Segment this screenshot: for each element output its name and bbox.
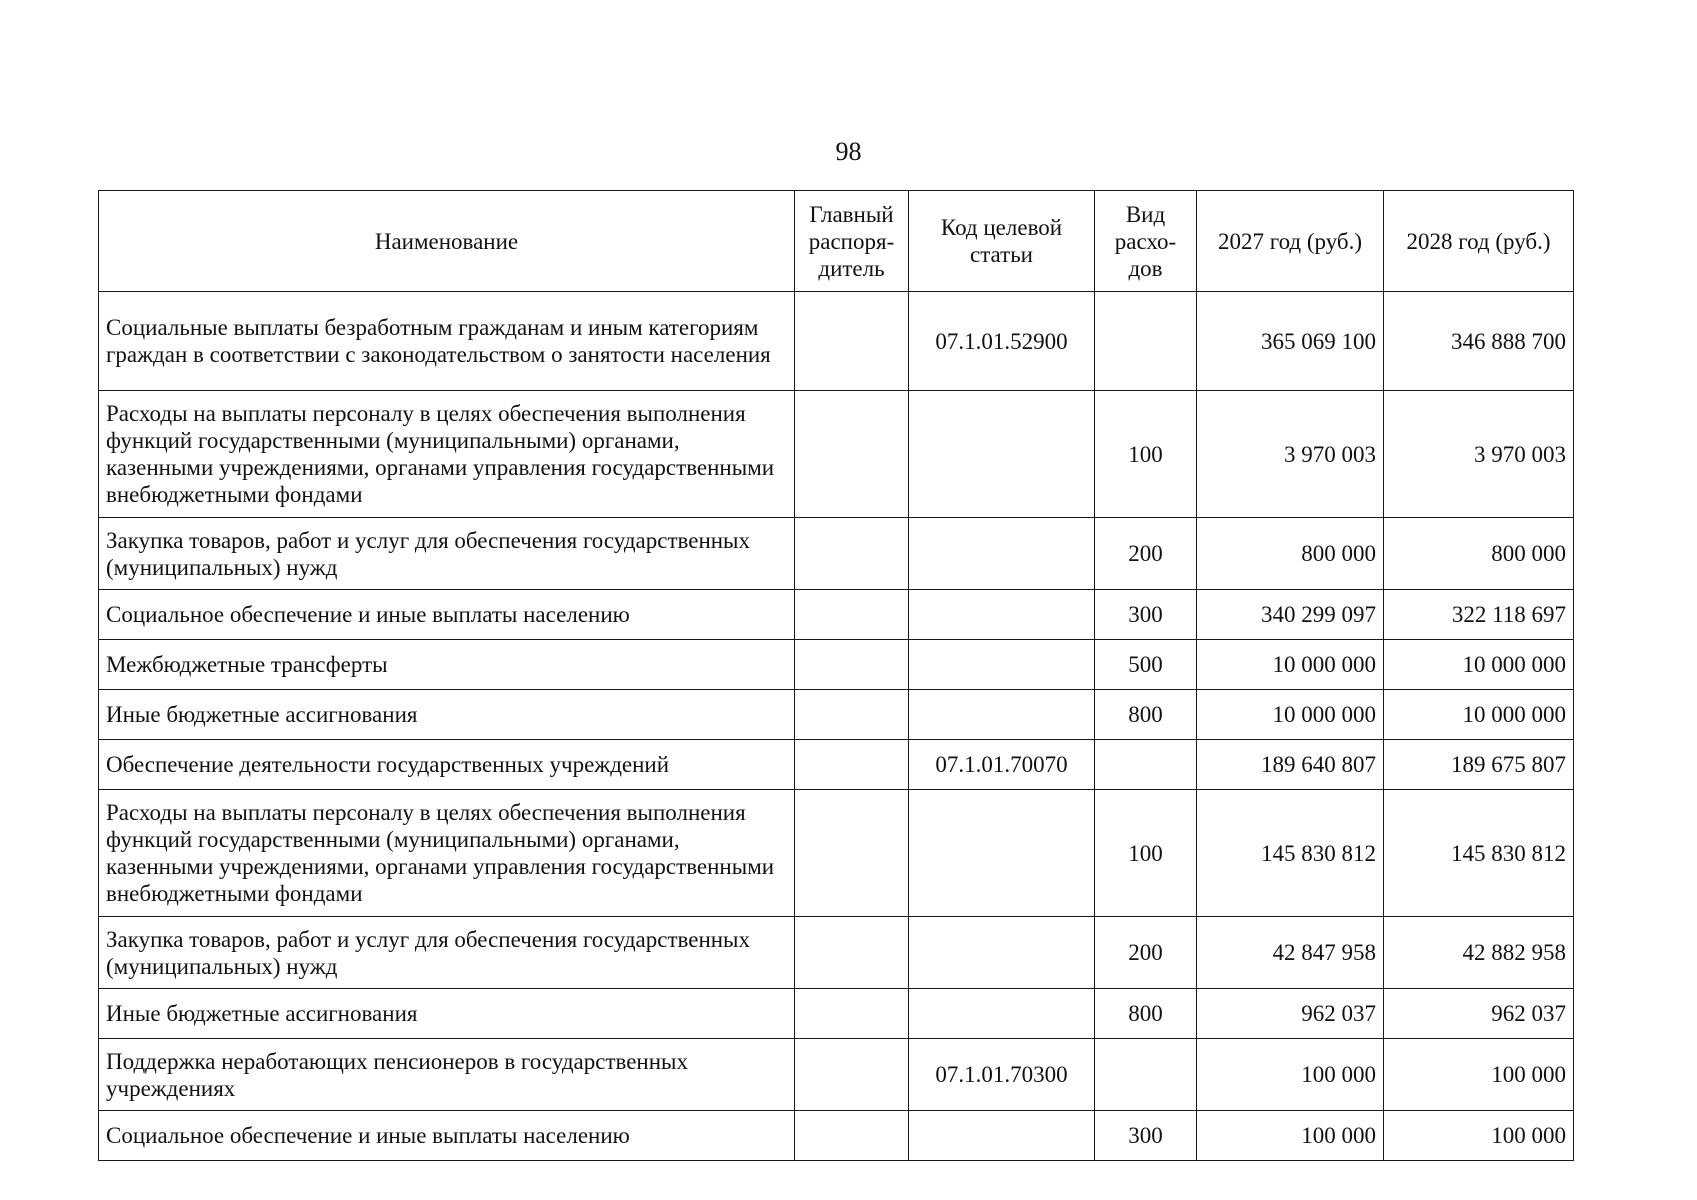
cell-amount-2028: 10 000 000 xyxy=(1384,640,1574,690)
cell-amount-2027: 365 069 100 xyxy=(1197,292,1384,391)
cell-main-manager xyxy=(795,391,909,518)
cell-expense-type: 200 xyxy=(1095,917,1197,989)
cell-main-manager xyxy=(795,790,909,917)
cell-target-code xyxy=(909,790,1095,917)
cell-target-code: 07.1.01.52900 xyxy=(909,292,1095,391)
cell-amount-2028: 189 675 807 xyxy=(1384,740,1574,790)
cell-main-manager xyxy=(795,640,909,690)
cell-main-manager xyxy=(795,690,909,740)
cell-amount-2028: 145 830 812 xyxy=(1384,790,1574,917)
cell-name: Расходы на выплаты персоналу в целях обеспечения выполнения функций государственными (муниципальными) органами, казенными учреждениями, органами управления государственными внебюджетными фондами xyxy=(99,391,795,518)
cell-expense-type: 100 xyxy=(1095,790,1197,917)
cell-target-code xyxy=(909,1111,1095,1161)
cell-target-code: 07.1.01.70300 xyxy=(909,1039,1095,1111)
header-year-2028: 2028 год (руб.) xyxy=(1384,191,1574,292)
cell-name: Закупка товаров, работ и услуг для обеспечения государственных (муниципальных) нужд xyxy=(99,917,795,989)
cell-amount-2028: 42 882 958 xyxy=(1384,917,1574,989)
cell-name: Поддержка неработающих пенсионеров в государственных учреждениях xyxy=(99,1039,795,1111)
cell-main-manager xyxy=(795,590,909,640)
cell-expense-type xyxy=(1095,292,1197,391)
cell-main-manager xyxy=(795,740,909,790)
table-row xyxy=(99,1111,1574,1161)
cell-target-code xyxy=(909,518,1095,590)
cell-main-manager xyxy=(795,989,909,1039)
cell-target-code: 07.1.01.70070 xyxy=(909,740,1095,790)
table-row xyxy=(99,690,1574,740)
cell-amount-2027: 189 640 807 xyxy=(1197,740,1384,790)
cell-name: Иные бюджетные ассигнования xyxy=(99,989,795,1039)
cell-name: Иные бюджетные ассигнования xyxy=(99,690,795,740)
cell-amount-2027: 100 000 xyxy=(1197,1039,1384,1111)
table-row xyxy=(99,740,1574,790)
cell-expense-type: 800 xyxy=(1095,690,1197,740)
cell-amount-2027: 962 037 xyxy=(1197,989,1384,1039)
cell-target-code xyxy=(909,989,1095,1039)
cell-amount-2028: 100 000 xyxy=(1384,1111,1574,1161)
cell-amount-2028: 3 970 003 xyxy=(1384,391,1574,518)
cell-expense-type: 800 xyxy=(1095,989,1197,1039)
cell-amount-2028: 100 000 xyxy=(1384,1039,1574,1111)
page-number: 98 xyxy=(835,137,862,166)
cell-expense-type: 500 xyxy=(1095,640,1197,690)
header-expense-type: Вид расхо-дов xyxy=(1095,191,1197,292)
cell-name: Социальное обеспечение и иные выплаты населению xyxy=(99,590,795,640)
cell-amount-2027: 100 000 xyxy=(1197,1111,1384,1161)
table-row xyxy=(99,590,1574,640)
cell-expense-type: 100 xyxy=(1095,391,1197,518)
table-row xyxy=(99,292,1574,391)
table-row xyxy=(99,1039,1574,1111)
cell-target-code xyxy=(909,690,1095,740)
cell-amount-2027: 340 299 097 xyxy=(1197,590,1384,640)
table-row xyxy=(99,989,1574,1039)
cell-amount-2028: 962 037 xyxy=(1384,989,1574,1039)
header-main-manager: Главный распоря-дитель xyxy=(795,191,909,292)
header-year-2027: 2027 год (руб.) xyxy=(1197,191,1384,292)
cell-amount-2027: 3 970 003 xyxy=(1197,391,1384,518)
budget-table xyxy=(98,190,1574,1161)
cell-main-manager xyxy=(795,292,909,391)
cell-main-manager xyxy=(795,1039,909,1111)
table-header-row xyxy=(99,191,1574,292)
cell-name: Расходы на выплаты персоналу в целях обеспечения выполнения функций государственными (муниципальными) органами, казенными учреждениями, органами управления государственными внебюджетными фондами xyxy=(99,790,795,917)
header-target-code: Код целевой статьи xyxy=(909,191,1095,292)
cell-target-code xyxy=(909,590,1095,640)
cell-expense-type xyxy=(1095,740,1197,790)
cell-name: Обеспечение деятельности государственных учреждений xyxy=(99,740,795,790)
table-row xyxy=(99,917,1574,989)
cell-main-manager xyxy=(795,917,909,989)
table-row xyxy=(99,391,1574,518)
table-row xyxy=(99,518,1574,590)
cell-amount-2027: 800 000 xyxy=(1197,518,1384,590)
cell-target-code xyxy=(909,391,1095,518)
cell-amount-2027: 10 000 000 xyxy=(1197,690,1384,740)
cell-name: Закупка товаров, работ и услуг для обеспечения государственных (муниципальных) нужд xyxy=(99,518,795,590)
cell-name: Социальные выплаты безработным гражданам и иным категориям граждан в соответствии с законодательством о занятости населения xyxy=(99,292,795,391)
cell-expense-type: 200 xyxy=(1095,518,1197,590)
cell-amount-2027: 145 830 812 xyxy=(1197,790,1384,917)
cell-name: Межбюджетные трансферты xyxy=(99,640,795,690)
cell-target-code xyxy=(909,917,1095,989)
cell-amount-2027: 42 847 958 xyxy=(1197,917,1384,989)
header-name: Наименование xyxy=(99,191,795,292)
table-row xyxy=(99,640,1574,690)
cell-expense-type: 300 xyxy=(1095,590,1197,640)
cell-expense-type: 300 xyxy=(1095,1111,1197,1161)
cell-amount-2028: 800 000 xyxy=(1384,518,1574,590)
cell-name: Социальное обеспечение и иные выплаты населению xyxy=(99,1111,795,1161)
cell-main-manager xyxy=(795,518,909,590)
cell-amount-2027: 10 000 000 xyxy=(1197,640,1384,690)
cell-amount-2028: 322 118 697 xyxy=(1384,590,1574,640)
cell-expense-type xyxy=(1095,1039,1197,1111)
table-row xyxy=(99,790,1574,917)
cell-amount-2028: 346 888 700 xyxy=(1384,292,1574,391)
cell-amount-2028: 10 000 000 xyxy=(1384,690,1574,740)
cell-target-code xyxy=(909,640,1095,690)
cell-main-manager xyxy=(795,1111,909,1161)
